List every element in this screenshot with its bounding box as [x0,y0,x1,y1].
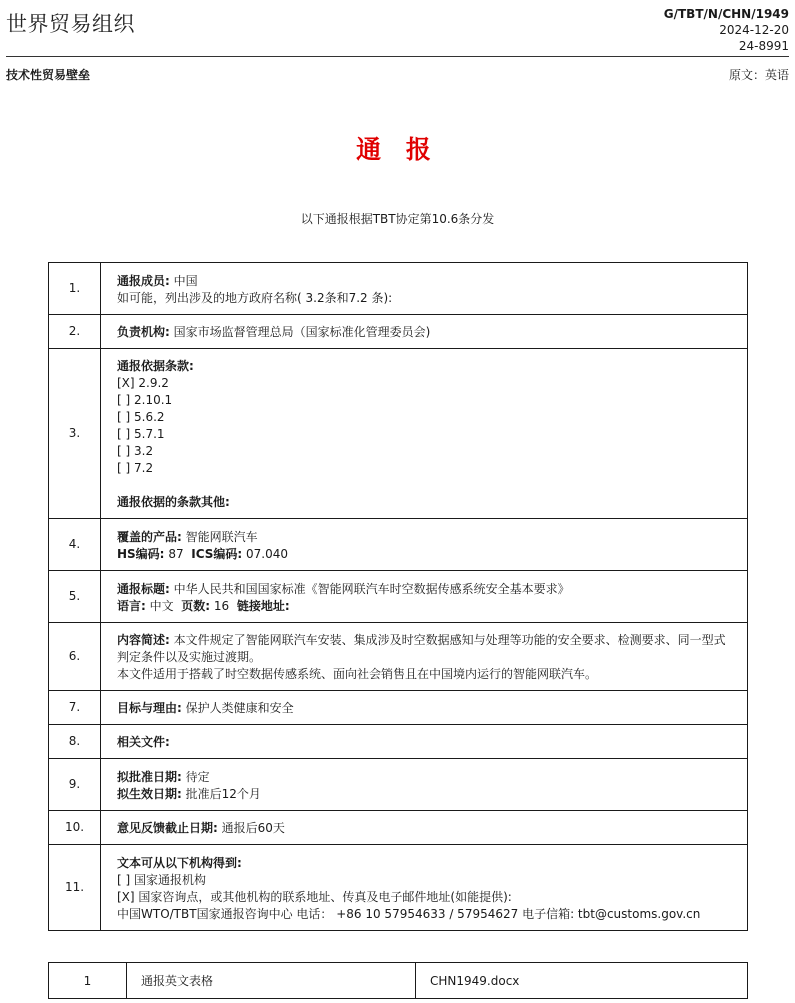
field-label: ICS编码: [191,546,243,561]
field-value: 本文件适用于搭载了时空数据传感系统、面向社会销售且在中国境内运行的智能网联汽车。 [117,667,598,681]
row-number: 11. [49,845,101,931]
table-row [49,845,748,931]
field-label: 链接地址: [236,598,290,613]
field-label: 内容简述: [117,633,170,647]
field-value: 批准后12个月 [181,786,261,801]
attachment-file-link[interactable]: CHN1949.docx [416,963,748,999]
option-item: [ ] 7.2 [117,461,154,475]
field-note: 如可能，列出涉及的地方政府名称( 3.2条和7.2 条): [117,290,393,305]
field-label: HS编码: [117,546,165,561]
option-item: [ ] 国家通报机构 [117,872,206,887]
field-label: 拟生效日期: [117,786,182,801]
option-item: [ ] 3.2 [117,444,154,458]
row-content [101,349,748,519]
row-number: 9. [49,759,101,811]
option-item: [X] 2.9.2 [117,376,169,390]
field-value: 16 [210,598,230,613]
row-content [101,571,748,623]
row-number: 10. [49,811,101,845]
field-value: 待定 [181,769,210,784]
table-row [49,623,748,691]
attachment-row [49,963,748,999]
table-row [49,759,748,811]
table-row [49,725,748,759]
contact-info: 中国WTO/TBT国家通报咨询中心 电话： +86 10 57954633 / 57954627 电子信箱: tbt@customs.gov.cn [117,906,701,921]
field-label: 负责机构: [117,325,170,339]
row-number: 6. [49,623,101,691]
field-label: 语言: [117,598,146,613]
table-row [49,263,748,315]
field-value: 保护人类健康和安全 [181,701,294,715]
document-meta [664,6,789,54]
row-content [101,725,748,759]
field-label: 通报标题: [117,581,170,596]
row-number: 1. [49,263,101,315]
field-label: 覆盖的产品: [117,529,182,544]
document-date: 2024-12-20 [719,23,789,37]
table-row [49,571,748,623]
header-divider [6,56,789,57]
row-number: 8. [49,725,101,759]
field-label: 页数: [181,598,211,613]
field-label: 通报依据条款: [117,359,194,373]
row-content [101,811,748,845]
table-row [49,315,748,349]
committee-name: 技术性贸易壁垒 [6,68,91,82]
row-content [101,759,748,811]
field-value: 本文件规定了智能网联汽车安装、集成涉及时空数据感知与处理等功能的安全要求、检测要求、同一型式判定条件以及实施过渡期。 [117,633,726,664]
field-label: 相关文件: [117,735,170,749]
notification-table [48,262,748,931]
field-value: 中文 [145,598,174,613]
field-value: 07.040 [242,546,288,561]
attachment-number: 1 [49,963,127,999]
row-number: 7. [49,691,101,725]
field-value: 87 [164,546,184,561]
option-item: [ ] 2.10.1 [117,393,173,407]
table-row [49,519,748,571]
option-item: [ ] 5.7.1 [117,427,165,441]
row-content [101,623,748,691]
row-content [101,845,748,931]
row-number: 5. [49,571,101,623]
attachment-description: 通报英文表格 [127,963,416,999]
field-value: 中国 [169,273,198,288]
table-row [49,691,748,725]
field-value: 国家市场监督管理总局（国家标准化管理委员会) [169,325,431,339]
field-label: 目标与理由: [117,701,182,715]
original-language: 原文：英语 [728,68,789,82]
field-value: 中华人民共和国国家标准《智能网联汽车时空数据传感系统安全基本要求》 [169,581,570,596]
document-symbol: G/TBT/N/CHN/1949 [663,7,789,21]
notification-subtitle: 以下通报根据TBT协定第10.6条分发 [300,212,495,226]
field-label: 拟批准日期: [117,769,182,784]
document-number: 24-8991 [738,39,789,53]
table-row [49,349,748,519]
row-number: 4. [49,519,101,571]
field-label: 文本可从以下机构得到: [117,855,242,870]
row-number: 2. [49,315,101,349]
row-number: 3. [49,349,101,519]
field-value: 通报后60天 [217,821,285,835]
field-value: 智能网联汽车 [181,529,258,544]
row-content [101,691,748,725]
row-content [101,315,748,349]
option-item: [X] 国家咨询点，或其他机构的联系地址、传真及电子邮件地址(如能提供): [117,889,512,904]
row-content [101,263,748,315]
option-item: [ ] 5.6.2 [117,410,165,424]
field-label: 意见反馈截止日期: [117,821,218,835]
field-label: 通报依据的条款其他: [117,495,230,509]
notification-title: 通 报 [356,135,439,164]
attachment-table [48,962,748,999]
row-content [101,519,748,571]
table-row [49,811,748,845]
organization-name: 世界贸易组织 [6,12,135,36]
field-label: 通报成员: [117,273,170,288]
